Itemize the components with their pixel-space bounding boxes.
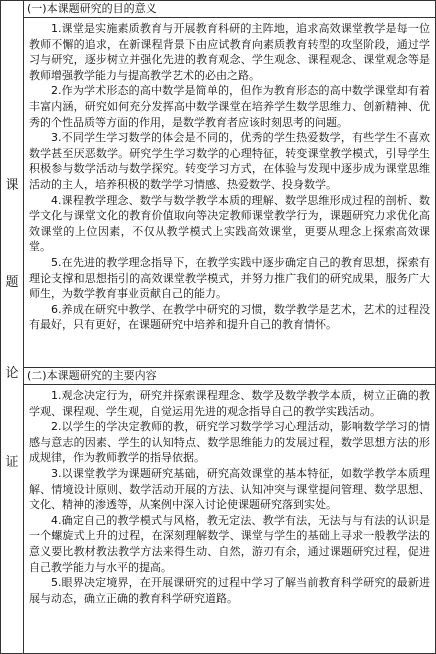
- paragraph: 1.观念决定行为，研究并探索课程理念、数学及数学教学本质，树立正确的教学观、课程观、学生观，自觉运用先进的观念指导自己的教学实践活动。: [29, 389, 430, 418]
- paragraph: 4.确定自己的教学模式与风格，教无定法、教学有法，无法与与有法的认识是一个螺旋式上升的过程，在深刻理解数学、课堂与学生的基础上寻求一般教学法的意义要比教材教法教学方法来得生动、自然，游刃有余，通过课题研究过程，促进自己教学能力与水平的提高。: [29, 513, 430, 574]
- section-heading: (一)本课题研究的目的意义: [24, 1, 435, 18]
- paragraph: 3.不同学生学习数学的体会是不同的，优秀的学生热爱数学，有些学生不喜欢数学甚至厌恶数学。研究学生学习数学的心理特征，转变课堂教学模式，引导学生积极参与数学活动与数学探究。转变学习方式，在体验与发现中逐步成为课堂思维活动的主人，培养积极的数学学习情感、热爱数学、投身数学。: [29, 131, 430, 191]
- section-heading: (二)本课题研究的主要内容: [24, 368, 435, 385]
- section-main-content: [24, 367, 435, 654]
- paragraph: 5.在先进的教学理念指导下，在教学实践中逐步确定自己的教育思想，探索有理论支撑和思想指引的高效课堂教学模式，并努力推广我们的研究成果，服务广大师生，为数学教育事业贡献自己的能力。: [29, 255, 430, 301]
- side-label-char: 论: [5, 366, 19, 381]
- paragraph: 2.以学生的学决定教师的教，研究学习数学学习心理活动，影响数学学习的情感与意志的因素、学生的认知特点、数学思维能力的发展过程，数学思想方法的形成规律，作为教师教学的指导依据。: [29, 420, 430, 465]
- side-label-char: 题: [5, 275, 19, 290]
- side-label-char: 证: [5, 455, 19, 470]
- paragraph: 6.养成在研究中教学、在教学中研究的习惯，数学教学是艺术，艺术的过程没有最好，只有更好，在课题研究中培养和提升自己的教育情怀。: [29, 302, 430, 332]
- section-body: [24, 385, 435, 650]
- paragraph: 4.课程教学理念、数学与数学教学本质的理解、数学思维形成过程的剖析、数学文化与课堂文化的教育价值取向等决定教师课堂教学行为，课题研究力求优化高效课堂的上位因素，不仅从教学模式上实践高效课堂，更要从理念上探索高效课堂。: [29, 193, 430, 254]
- paragraph: 5.眼界决定境界，在开展课研究的过程中学习了解当前教育科学研究的最新进展与动态，确立正确的教育科学研究道路。: [29, 576, 430, 605]
- side-label-column: [1, 1, 24, 653]
- paragraph: 3.以课堂教学为课题研究基础，研究高效课堂的基本特征，如数学教学本质理解、情境设计原则、数学活动开展的方法、认知冲突与课堂提问管理、数学思想、文化、精神的渗透等，从案例中深入讨论使课题研究落到实处。: [29, 466, 430, 512]
- paragraph: 2.作为学术形态的高中数学是简单的，但作为教育形态的高中数学课堂却有着丰富内涵，研究如何充分发挥高中数学课堂在培养学生数学思维力、创新精神、优秀的个性品质等方面的作用，是数学教育者应该时刻思考的问题。: [29, 84, 430, 129]
- content-column: [24, 1, 435, 653]
- side-label-char: 课: [5, 178, 19, 193]
- paragraph: 1.课堂是实施素质教育与开展教育科研的主阵地，追求高效课堂教学是每一位教师不懈的追求，在新课程背景下由应试教育向素质教育转型的攻坚阶段，通过学习与研究，逐步树立并强化先进的教育观念、学生观念、课程观念、课堂观念等是教师增强教学能力与提高教学艺术的必由之路。: [29, 22, 430, 82]
- section-body: [24, 18, 435, 361]
- section-purpose: [24, 1, 435, 367]
